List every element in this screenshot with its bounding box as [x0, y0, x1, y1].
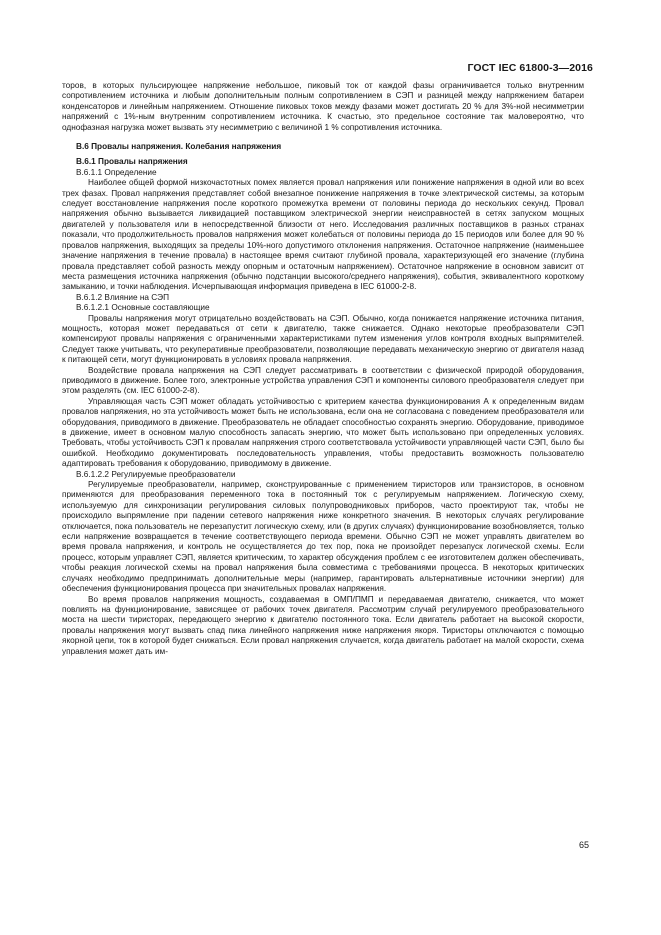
- document-body: [62, 81, 584, 657]
- subsection-heading-b61: В.6.1 Провалы напряжения: [76, 157, 188, 167]
- document-code-header: ГОСТ IEC 61800-3—2016: [467, 62, 593, 74]
- section-heading-b6: В.6 Провалы напряжения. Колебания напряжения: [76, 142, 282, 152]
- paragraph-impact: Воздействие провала напряжения на СЭП следует рассматривать в соответствии с физической природой оборудования, приводимого в движение. Более того, электронные устройства управления СЭП и компоненты силового преобразователя следует при этом разделять (см. IEC 61000-2-8).: [62, 365, 584, 396]
- paragraph-control-part: Управляющая часть СЭП может обладать устойчивостью с критерием качества функционирования А к определенным видам провалов напряжения, но эта устойчивость может быть не использована, если она не согласована с поведением преобразователя или оборудования, приводимого в движение. Преобразователь не обладает способностью сохранять энергию. Оборудование, приводимое в движение, имеет в основном малую способность запасать энергию, что может быть использовано при определенных условиях. Требовать, чтобы устойчивость СЭП к провалам напряжения строго соответствовала устойчивости управляющей части СЭП, было бы ошибкой. Необходимо документировать последовательность управления, чтобы предоставить возможность пользователю адаптировать требования к оборудованию, приводимому в движение.: [62, 396, 584, 469]
- paragraph-continuation: торов, в которых пульсирующее напряжение небольшое, пиковый ток от каждой фазы ограничивается только внутренним сопротивлением источника и любым дополнительным полным сопротивлением в СЭП и разницей между напряжением батареи конденсаторов и линейным напряжением. Отношение пиковых токов между фазами может достигать 20 % для 3%-ной несимметрии напряжений с 1%-ным внутренним сопротивлением источника. К счастью, это предельное состояние так маловероятно, что однофазная нагрузка может вызвать эту несимметрию с величиной 1 % сопротивления источника.: [62, 81, 584, 132]
- clause-heading-b611: В.6.1.1 Определение: [76, 167, 157, 177]
- clause-heading-b612: В.6.1.2 Влияние на СЭП: [76, 292, 170, 302]
- paragraph-regulated-converters: Регулируемые преобразователи, например, сконструированные с применением тиристоров или транзисторов, в основном применяются для преобразования переменного тока в постоянный ток с регулируемым напряжением. Логическую схему, используемую для синхронизации регулирования силовых полупроводниковых приборов, часто проектируют так, чтобы не происходило выпрямление при падении сетевого напряжения ниже конкретного значения. В некоторых случаях регулирование отключается, пока пользователь не перезапустит логическую схему, или (в других случаях) функционирование возобновляется, только если напряжение возвращается в течение соответствующего периода времени. Обычно СЭП не может управлять двигателем во время провала напряжения, и контроль не осуществляется до тех пор, пока не произойдет перезапуск логической схемы. Если процесс, которым управляет СЭП, является критическим, то характер обсуждения проблем с ее изготовителем должен обеспечивать, чтобы реакция логической схемы на провал напряжения была совместима с требованиями процесса. В некоторых критических случаях необходимо предпринимать дополнительные меры (например, гарантировать альтернативные источники энергии) для обеспечения функционирования процесса при значительных провалах напряжения.: [62, 480, 584, 594]
- clause-heading-b6121: В.6.1.2.1 Основные составляющие: [76, 303, 210, 313]
- paragraph-influence: Провалы напряжения могут отрицательно воздействовать на СЭП. Обычно, когда понижается напряжение источника питания, мощность, которая может передаваться от сети к двигателю, также снижается. Однако некоторые преобразователи СЭП компенсируют провалы напряжения с ограниченными характеристиками путем изменения углов контроля входных выпрямителей. Следует также учитывать, что рекуперативные преобразователи, позволяющие передавать механическую энергию от двигателя назад к питающей сети, могут функционировать в условиях провала напряжения.: [62, 313, 584, 365]
- paragraph-power-reduction: Во время провалов напряжения мощность, создаваемая в ОМП/ПМП и передаваемая двигателю, снижается, что может повлиять на функционирование, зависящее от рабочих точек двигателя. Рассмотрим случай регулируемого преобразовательного моста на шести тиристорах, передающего энергию к двигателю постоянного тока. Если двигатель работает на высокой скорости, провалы напряжения могут вызвать спад пика линейного напряжения ниже напряжения якоря. Тиристоры отключаются с помощью якорной цепи, ток в которой будет снижаться. Если провал напряжения случается, когда двигатель работает на малой скорости, схема управления может дать им-: [62, 594, 584, 656]
- paragraph-definition: Наиболее общей формой низкочастотных помех является провал напряжения или понижение напряжения в одной или во всех трех фазах. Провал напряжения представляет собой внезапное понижение напряжения в точке электрической системы, за которым следует восстановление напряжения после короткого промежутка времени от половины периода до нескольких секунд. Провал напряжения обычно вызывается ликвидацией поставщиком электрической энергии неисправностей в сетях запуском мощных двигателей у пользователя или в непосредственной близости от него. Исследования различных поставщиков в разных странах показали, что продолжительность провалов напряжения может колебаться от половины периода до 15 периодов или более для 90 % провалов напряжения, выходящих за пределы 10%-ного допустимого отклонения напряжения. Остаточное напряжение (наименьшее значение напряжения в течение провала) в настоящее время считают глубиной провала, характеризующей его значение (глубина провала представляет собой разность между опорным и остаточным напряжением). Остаточное напряжение в основном зависит от места размещения источника напряжения (обычно подстанции высокого/среднего напряжения), события, эквивалентного короткому замыканию, и точки наблюдения. Исчерпывающая информация приведена в IEC 61000-2-8.: [62, 178, 584, 292]
- page-number: 65: [578, 840, 589, 850]
- clause-heading-b6122: В.6.1.2.2 Регулируемые преобразователи: [76, 469, 236, 479]
